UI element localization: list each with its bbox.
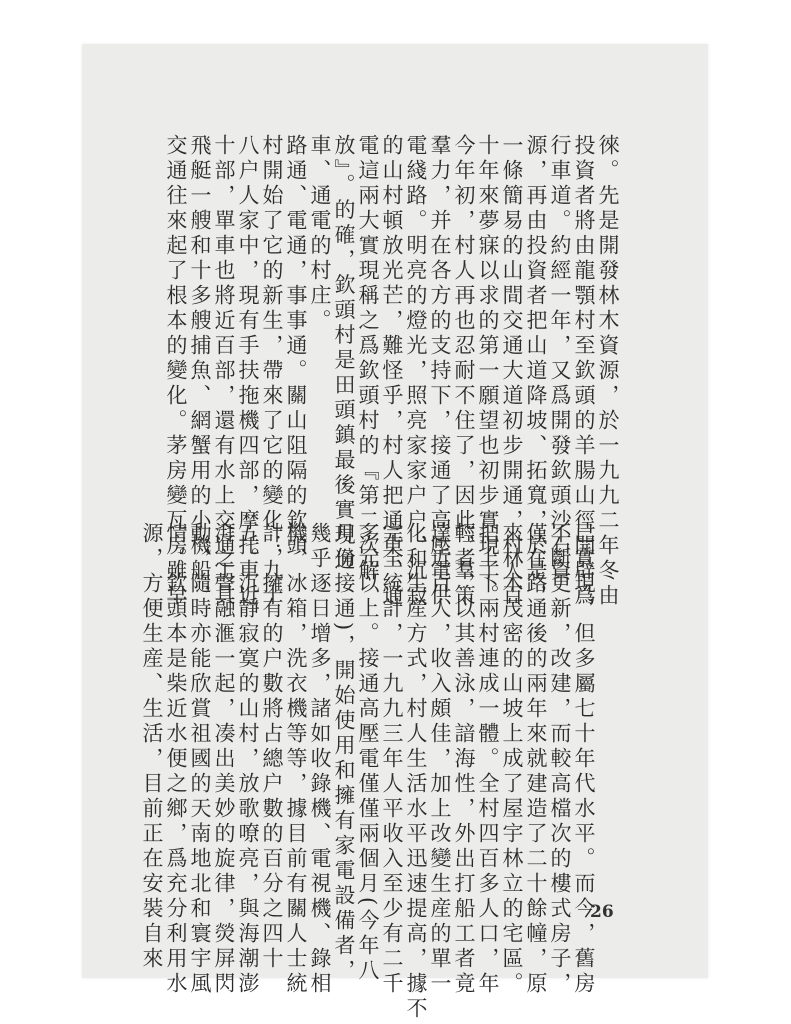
text-column: 投資者將由龍顎村至欽頭的羊腸山徑開辟爲	[572, 134, 596, 609]
text-column: 村開始了它的新生，帶來了它的變化：九十	[260, 134, 284, 609]
text-column: 車、通電的村庄。	[308, 134, 332, 334]
text-column: 徠。先是開發林木資源，於一九九二年冬由	[596, 134, 620, 609]
text-block-top	[164, 134, 620, 609]
text-column: 行車道。約經一年，又爲開發欽頭沙石資	[548, 134, 572, 584]
text-column: 機，冰箱，洗衣機等等，據目前有關人士統	[284, 522, 308, 997]
text-column: 動，隨時亦能欣賞祖國的天南地北和寰宇風	[188, 522, 212, 997]
text-column: 電這兩大實現稱之爲欽頭村的『第二次解	[356, 134, 380, 584]
text-column: 來林木茂密的山坡上成了屋宇林立的宅區。	[500, 522, 524, 997]
text-column: 幾乎逐日增多，諸如收錄機、電視機、錄相	[308, 522, 332, 997]
text-column: 湃之聲融滙一起，凑出美妙的旋律，熒屏閃	[212, 522, 236, 997]
text-column: 多元以上。接通高壓電僅僅兩個月(今年八	[356, 522, 380, 985]
text-column: 僅在路通後的兩年來就建造了二十餘幢，原	[524, 522, 548, 997]
text-column: 五。沉靜寂寞的山村，放歌嘹亮，與海潮澎	[236, 522, 260, 997]
text-column: 源，再由投資者把山道降坡、拓寬，於是，	[524, 134, 548, 609]
text-column: 交通往來起了根本的變化。茅房變瓦房雖早	[164, 134, 188, 609]
text-column: 一條簡易的山間交通大道初步開通，村人百	[500, 134, 524, 609]
text-column: 不斷更新，改建，而較高檔次的樓式房子，	[548, 522, 572, 997]
text-block-bottom	[140, 522, 596, 1022]
text-column: 化和生産方式，村人生活水平迅速提高，據不	[404, 522, 428, 1022]
text-column: 達近百人，收入頗佳，加上改變生産的單一	[428, 522, 452, 997]
book-page	[82, 44, 708, 1022]
text-column: 計，擁有的户數將占總户數的百分之四十	[260, 522, 284, 972]
text-column: 完全統計，一九九三年人平收入至少有二千	[380, 522, 404, 997]
text-column: 已實現，但多屬七十年代水平。而今，舊房	[572, 522, 596, 997]
text-column: 電綫路。明亮的燈光，照亮家家户户，沉寂	[404, 134, 428, 609]
text-column: 今年初，村人再也忍耐不住了，因此，羣策	[452, 134, 476, 609]
text-column: 羣力，并在各方的支持下，接通了高壓電供	[428, 134, 452, 609]
text-column: 的山村頓放光芒，難怪乎，村人把通車、通	[380, 134, 404, 609]
text-column: 十年來夢寐以求的第一願望也初步實現了。	[476, 134, 500, 609]
text-column: 十部，單車也將近百部，還有水上交通工具	[212, 134, 236, 609]
text-column: 把上下兩村連成一體。全村四百多人口，年	[476, 522, 500, 997]
page-number: 26	[590, 902, 614, 922]
text-column: 放』。的確，欽頭村是田頭鎮最後實現通	[332, 134, 356, 574]
text-column: 路通、電通，事事通。關山阻隔的欽頭	[284, 134, 308, 559]
text-column: 月份接通)，開始使用和擁有家電設備者，	[332, 522, 356, 985]
text-column: 情。欽頭本是柴近水便之鄉，爲充分利用水	[164, 522, 188, 997]
text-column: 飛艇一艘和十多艘捕魚、網蟹用的小機船，	[188, 134, 212, 609]
text-column: 輕者，以其善泳，諳海性，外出打船工者竟	[452, 522, 476, 997]
text-column: 源，方便生産、生活，目前正在安裝自來	[140, 522, 164, 972]
text-column: 八户人家中，現有手扶拖機四部，摩托車近	[236, 134, 260, 609]
